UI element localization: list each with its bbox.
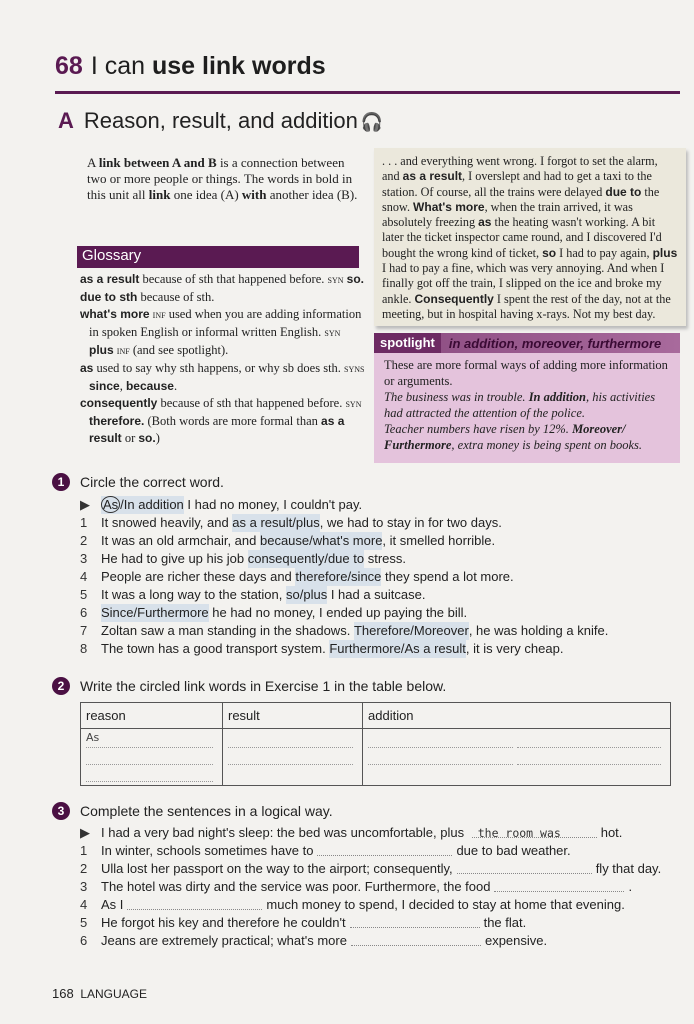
spotlight-body <box>374 353 680 457</box>
intro-text: A link between A and B is a connection between two or more people or things. The words in bold in this unit all link one idea (A) with another idea (B). <box>87 155 358 202</box>
option-pair[interactable]: consequently/due to <box>247 551 365 566</box>
unit-number: 68 <box>55 52 83 80</box>
exercise-item: 4 As I much money to spend, I decided to stay at home that evening. <box>80 897 625 912</box>
exercise-2-heading: 2 Write the circled link words in Exercise 1 in the table below. <box>52 677 446 695</box>
option-pair[interactable]: so/plus <box>286 587 328 602</box>
exercise-item: 3 The hotel was dirty and the service was poor. Furthermore, the food . <box>80 879 633 894</box>
exercise-item: 5 It was a long way to the station, so/plus I had a suitcase. <box>80 587 426 602</box>
exercise-item: 4 People are richer these days and therefore/since they spend a lot more. <box>80 569 514 584</box>
option-pair[interactable]: As /In addition <box>103 497 184 512</box>
section-label: LANGUAGE <box>80 987 148 1001</box>
reason-cell[interactable]: As <box>81 729 223 786</box>
option-pair[interactable]: therefore/since <box>295 569 382 584</box>
option-pair[interactable]: Therefore/Moreover <box>353 623 469 638</box>
exercise-3-list <box>80 824 661 950</box>
glossary-entry: as used to say why sth happens, or why sb does sth. syns since, because. <box>80 361 365 393</box>
exercise-item: 1 In winter, schools sometimes have to due to bad weather. <box>80 843 571 858</box>
glossary-entry: as a result because of sth that happened before. syn so. <box>80 272 364 286</box>
exercise-item: 2 It was an old armchair, and because/what's more , it smelled horrible. <box>80 533 496 548</box>
answer-blank[interactable] <box>350 914 480 928</box>
glossary-entry: consequently because of sth that happened before. syn therefore. (Both words are more formal than as a result or so.) <box>80 396 362 445</box>
answer-blank[interactable] <box>351 932 481 946</box>
glossary-header: Glossary <box>77 246 359 268</box>
result-cell[interactable] <box>223 729 363 786</box>
addition-cell[interactable] <box>363 729 671 786</box>
exercise-item: 1 It snowed heavily, and as a result/plus , we had to stay in for two days. <box>80 515 502 530</box>
spotlight-header: spotlight in addition, moreover, furthermore <box>374 333 680 353</box>
exercise-item: 7 Zoltan saw a man standing in the shadows. Therefore/Moreover , he was holding a knife. <box>80 623 609 638</box>
glossary-entry: what's more inf used when you are adding information in spoken English or informal written English. syn plus inf (and see spotlight). <box>80 307 362 357</box>
column-header: addition <box>363 703 671 729</box>
exercise-item: 8 The town has a good transport system. Furthermore/As a result , it is very cheap. <box>80 641 564 656</box>
title-rule <box>55 91 680 94</box>
exercise-3-heading: 3 Complete the sentences in a logical way. <box>52 802 333 820</box>
exercise-item: 6 Jeans are extremely practical; what's more expensive. <box>80 933 548 948</box>
glossary-entry: due to sth because of sth. <box>80 290 215 304</box>
exercise-item: 6 Since/Furthermore he had no money, I ended up paying the bill. <box>80 605 468 620</box>
spotlight-example: Teacher numbers have risen by 12%. Moreover/ Furthermore, extra money is being spent on books. <box>384 422 642 452</box>
page-footer <box>52 986 147 1001</box>
headphones-icon[interactable]: 🎧 <box>360 112 384 132</box>
circled-answer: As <box>103 497 119 512</box>
spotlight-box <box>374 333 680 463</box>
option-pair[interactable]: because/what's more <box>259 533 383 548</box>
column-header: reason <box>81 703 223 729</box>
glossary-list <box>80 271 365 447</box>
section-heading: A Reason, result, and addition 🎧 <box>58 108 384 133</box>
spotlight-text: These are more formal ways of adding more information or arguments. <box>384 358 668 388</box>
answer-blank[interactable] <box>317 842 452 856</box>
unit-title: 68 I can use link words <box>55 52 326 80</box>
answer-blank[interactable] <box>494 878 624 892</box>
column-header: result <box>223 703 363 729</box>
option-pair[interactable]: Since/Furthermore <box>101 605 209 620</box>
answer-blank[interactable] <box>457 860 592 874</box>
answer-blank[interactable] <box>127 896 262 910</box>
page-number: 168 <box>52 986 74 1001</box>
example-row: ▶ As /In addition I had no money, I couldn't pay. <box>80 497 363 512</box>
example-row: ▶ I had a very bad night's sleep: the bed was uncomfortable, plus the room was hot. <box>80 825 623 840</box>
exercise-1-heading: 1 Circle the correct word. <box>52 473 224 491</box>
exercise-1-list <box>80 496 608 658</box>
spotlight-example: The business was in trouble. In addition, his activities had attracted the attention of the police. <box>384 390 656 420</box>
story-box: . . . and everything went wrong. I forgot to set the alarm, and as a result, I overslept and had to get a taxi to the station. Of course, all the trains were delayed due to the snow. What's more, when the train arrived, it was absolutely freezing as the heating wasn't working. A bit later the ticket inspector came round, and I discovered I'd bought the wrong kind of ticket, so I had to pay again, plus I had to pay a fine, which was very annoying. And when I finally got off the train, I slipped on the ice and broke my ankle. Consequently I spent the rest of the day, not at the meeting, but in hospital having x-rays. Not my best day. <box>374 148 686 326</box>
exercise-item: 5 He forgot his key and therefore he couldn't the flat. <box>80 915 527 930</box>
option-pair[interactable]: as a result/plus <box>232 515 320 530</box>
answer-blank[interactable]: the room was <box>472 824 597 838</box>
option-pair[interactable]: Furthermore/As a result <box>329 641 466 656</box>
exercise-item: 3 He had to give up his job consequently/due to stress. <box>80 551 406 566</box>
exercise-item: 2 Ulla lost her passport on the way to the airport; consequently, fly that day. <box>80 861 662 876</box>
answer-table <box>80 702 671 786</box>
